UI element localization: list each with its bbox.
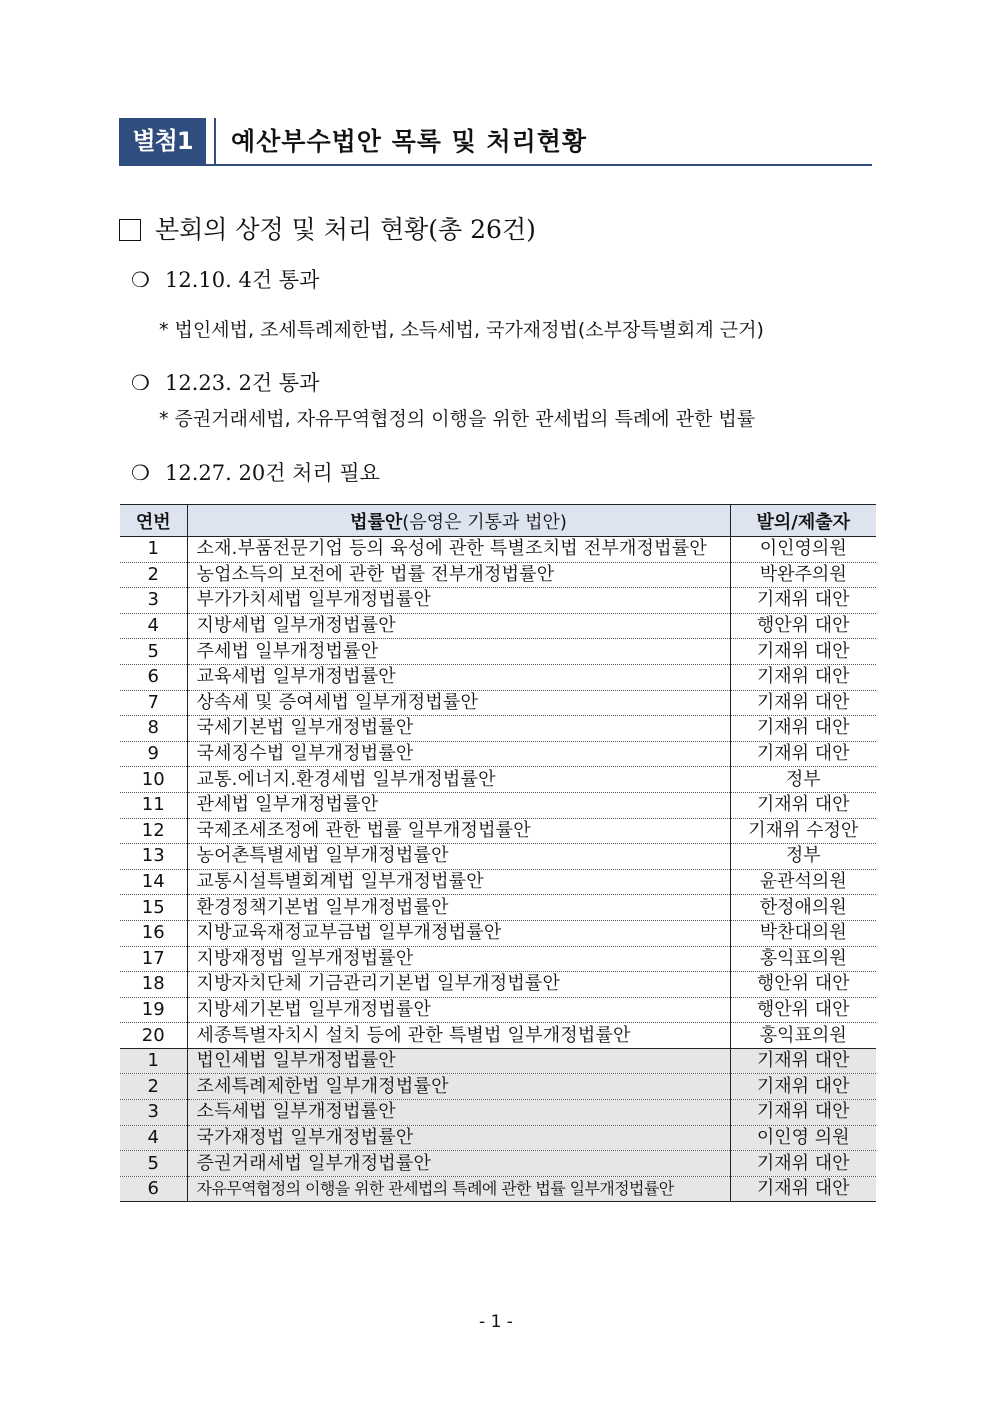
bill-name: 국가재정법 일부개정법률안	[187, 1125, 730, 1151]
section-heading	[119, 214, 536, 246]
table-row	[120, 869, 876, 895]
row-number: 1	[120, 537, 187, 563]
table-row	[120, 588, 876, 614]
table-row	[120, 1151, 876, 1177]
sponsor: 기재위 대안	[730, 1048, 876, 1074]
sponsor: 기재위 대안	[730, 1176, 876, 1202]
row-number: 17	[120, 946, 187, 972]
sponsor: 기재위 대안	[730, 639, 876, 665]
status-note: * 증권거래세법, 자유무역협정의 이행을 위한 관세법의 특례에 관한 법률	[159, 408, 756, 430]
bill-name: 관세법 일부개정법률안	[187, 792, 730, 818]
bill-name: 농업소득의 보전에 관한 법률 전부개정법률안	[187, 562, 730, 588]
row-number: 4	[120, 1125, 187, 1151]
row-number: 10	[120, 767, 187, 793]
table-row	[120, 716, 876, 742]
status-text: 12.23. 2건 통과	[165, 371, 320, 395]
sponsor: 정부	[730, 767, 876, 793]
bill-name: 국세기본법 일부개정법률안	[187, 716, 730, 742]
sponsor: 박완주의원	[730, 562, 876, 588]
table-row	[120, 741, 876, 767]
col-header-bill-note: (음영은 기통과 법안)	[402, 511, 567, 533]
bill-name: 주세법 일부개정법률안	[187, 639, 730, 665]
header-underline	[119, 164, 872, 166]
bill-name: 국제조세조정에 관한 법률 일부개정법률안	[187, 818, 730, 844]
row-number: 16	[120, 920, 187, 946]
table-row	[120, 639, 876, 665]
status-item	[131, 459, 380, 487]
bill-name: 지방세기본법 일부개정법률안	[187, 997, 730, 1023]
sponsor: 홍익표의원	[730, 1023, 876, 1049]
circle-bullet-icon: ❍	[131, 371, 150, 395]
table-row	[120, 1048, 876, 1074]
row-number: 7	[120, 690, 187, 716]
checkbox-square-icon	[119, 219, 141, 241]
row-number: 3	[120, 1100, 187, 1126]
table-row	[120, 1176, 876, 1202]
header-divider	[214, 118, 216, 164]
row-number: 12	[120, 818, 187, 844]
table-row	[120, 946, 876, 972]
bill-name: 지방세법 일부개정법률안	[187, 613, 730, 639]
table-row	[120, 792, 876, 818]
bill-name: 교통시설특별회계법 일부개정법률안	[187, 869, 730, 895]
table-row	[120, 818, 876, 844]
col-header-number: 연번	[120, 505, 187, 537]
sponsor: 기재위 대안	[730, 1151, 876, 1177]
sponsor: 한정애의원	[730, 895, 876, 921]
page-number: - 1 -	[479, 1312, 513, 1332]
bill-name: 지방재정법 일부개정법률안	[187, 946, 730, 972]
bill-name: 조세특례제한법 일부개정법률안	[187, 1074, 730, 1100]
attachment-header	[119, 118, 872, 166]
row-number: 5	[120, 1151, 187, 1177]
status-note: * 법인세법, 조세특례제한법, 소득세법, 국가재정법(소부장특별회계 근거)	[159, 319, 764, 341]
table-row	[120, 613, 876, 639]
row-number: 20	[120, 1023, 187, 1049]
sponsor: 박찬대의원	[730, 920, 876, 946]
table-row	[120, 997, 876, 1023]
page-title: 예산부수법안 목록 및 처리현황	[231, 127, 588, 156]
row-number: 6	[120, 664, 187, 690]
circle-bullet-icon: ❍	[131, 268, 150, 292]
sponsor: 정부	[730, 844, 876, 870]
row-number: 13	[120, 844, 187, 870]
sponsor: 기재위 수정안	[730, 818, 876, 844]
sponsor: 윤관석의원	[730, 869, 876, 895]
col-header-bill-label: 법률안	[350, 511, 403, 533]
row-number: 19	[120, 997, 187, 1023]
col-header-sponsor: 발의/제출자	[730, 505, 876, 537]
sponsor: 행안위 대안	[730, 613, 876, 639]
sponsor: 기재위 대안	[730, 664, 876, 690]
sponsor: 기재위 대안	[730, 741, 876, 767]
table-row	[120, 767, 876, 793]
bill-name: 교통.에너지.환경세법 일부개정법률안	[187, 767, 730, 793]
table-row	[120, 537, 876, 563]
bills-table	[120, 504, 876, 1202]
bill-name: 소재.부품전문기업 등의 육성에 관한 특별조치법 전부개정법률안	[187, 537, 730, 563]
table-row	[120, 1074, 876, 1100]
circle-bullet-icon: ❍	[131, 461, 150, 485]
row-number: 9	[120, 741, 187, 767]
row-number: 15	[120, 895, 187, 921]
bill-name: 세종특별자치시 설치 등에 관한 특별법 일부개정법률안	[187, 1023, 730, 1049]
table-row	[120, 1125, 876, 1151]
sponsor: 이인영 의원	[730, 1125, 876, 1151]
row-number: 2	[120, 1074, 187, 1100]
sponsor: 기재위 대안	[730, 1074, 876, 1100]
table-row	[120, 1023, 876, 1049]
section-title: 본회의 상정 및 처리 현황(총 26건)	[155, 215, 536, 244]
bill-name: 환경정책기본법 일부개정법률안	[187, 895, 730, 921]
sponsor: 행안위 대안	[730, 997, 876, 1023]
table-row	[120, 920, 876, 946]
status-item	[131, 266, 319, 294]
status-text: 12.27. 20건 처리 필요	[165, 461, 380, 485]
table-row	[120, 972, 876, 998]
bill-name: 국세징수법 일부개정법률안	[187, 741, 730, 767]
bill-name: 법인세법 일부개정법률안	[187, 1048, 730, 1074]
row-number: 3	[120, 588, 187, 614]
sponsor: 기재위 대안	[730, 1100, 876, 1126]
sponsor: 행안위 대안	[730, 972, 876, 998]
bill-name: 상속세 및 증여세법 일부개정법률안	[187, 690, 730, 716]
row-number: 4	[120, 613, 187, 639]
status-text: 12.10. 4건 통과	[165, 268, 320, 292]
table-row	[120, 895, 876, 921]
sponsor: 기재위 대안	[730, 690, 876, 716]
sponsor: 기재위 대안	[730, 716, 876, 742]
row-number: 11	[120, 792, 187, 818]
sponsor: 이인영의원	[730, 537, 876, 563]
table-row	[120, 844, 876, 870]
bill-name: 교육세법 일부개정법률안	[187, 664, 730, 690]
table-header-row	[120, 505, 876, 537]
row-number: 8	[120, 716, 187, 742]
col-header-bill	[187, 505, 730, 537]
sponsor: 홍익표의원	[730, 946, 876, 972]
bill-name: 소득세법 일부개정법률안	[187, 1100, 730, 1126]
row-number: 14	[120, 869, 187, 895]
bill-name: 부가가치세법 일부개정법률안	[187, 588, 730, 614]
bill-name: 증권거래세법 일부개정법률안	[187, 1151, 730, 1177]
table-row	[120, 664, 876, 690]
row-number: 18	[120, 972, 187, 998]
bill-name: 지방교육재정교부금법 일부개정법률안	[187, 920, 730, 946]
table-row	[120, 1100, 876, 1126]
bill-name: 농어촌특별세법 일부개정법률안	[187, 844, 730, 870]
row-number: 2	[120, 562, 187, 588]
row-number: 5	[120, 639, 187, 665]
bill-name: 자유무역협정의 이행을 위한 관세법의 특례에 관한 법률 일부개정법률안	[187, 1176, 730, 1202]
row-number: 6	[120, 1176, 187, 1202]
sponsor: 기재위 대안	[730, 588, 876, 614]
sponsor: 기재위 대안	[730, 792, 876, 818]
attachment-badge: 별첨1	[119, 118, 206, 164]
bill-name: 지방자치단체 기금관리기본법 일부개정법률안	[187, 972, 730, 998]
status-item	[131, 369, 319, 397]
table-row	[120, 690, 876, 716]
table-row	[120, 562, 876, 588]
row-number: 1	[120, 1048, 187, 1074]
